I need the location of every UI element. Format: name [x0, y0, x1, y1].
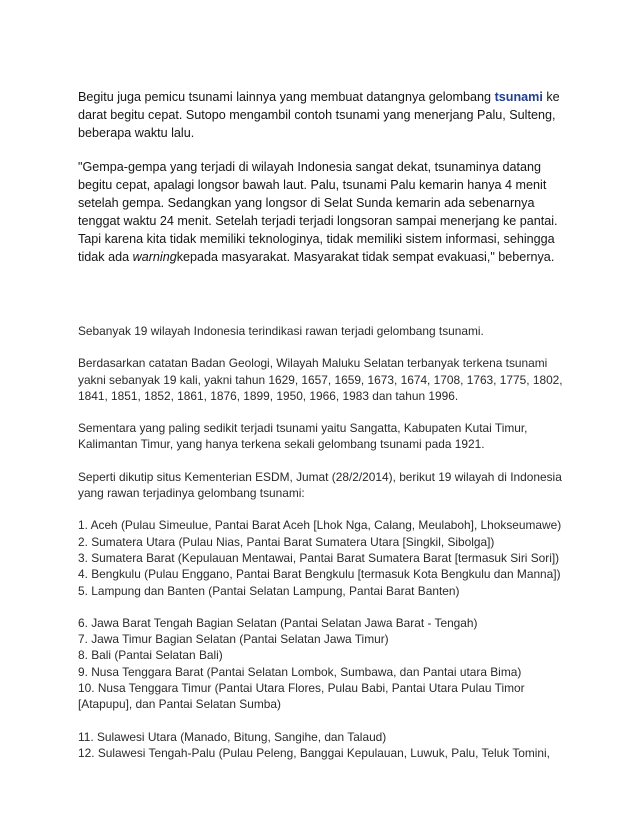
paragraph-summary: Sebanyak 19 wilayah Indonesia terindikasi rawan terjadi gelombang tsunami. — [78, 324, 484, 338]
paragraph-quote — [78, 158, 568, 266]
article-section-top — [78, 88, 568, 282]
list-item: 4. Bengkulu (Pulau Enggano, Pantai Barat Bengkulu [termasuk Kota Bengkulu dan Manna]) — [78, 567, 561, 582]
paragraph-least-tsunami: Sementara yang paling sedikit terjadi tsunami yaitu Sangatta, Kabupaten Kutai Timur, Kalimantan Timur, yang hanya terkena sekali gelombang tsunami pada 1921. — [78, 421, 528, 452]
region-list-group-2 — [78, 615, 568, 713]
paragraph-intro-text-end: ke darat begitu cepat. Sutopo mengambil contoh tsunami yang menerjang Palu, Sulteng, beberapa waktu lalu. — [78, 90, 560, 140]
paragraph-intro — [78, 88, 568, 142]
paragraph-esdm-quote: Seperti dikutip situs Kementerian ESDM, Jumat (28/2/2014), berikut 19 wilayah di Indonesia yang rawan terjadinya gelombang tsunami: — [78, 469, 562, 501]
region-list-group-3 — [78, 729, 568, 762]
warning-italic-word: warning — [132, 250, 177, 264]
paragraph-quote-text-start: "Gempa-gempa yang terjadi di wilayah Indonesia sangat dekat, tsunaminya datang begitu cepat, apalagi longsor bawah laut. Palu, tsunami Palu kemarin hanya 4 menit setelah gempa. Sedangkan yang longsor di Selat Sunda kemarin ada sebenarnya tenggat waktu 24 menit. Setelah terjadi terjadi longsoran sampai menerjang ke pantai. Tapi karena kita tidak memiliki teknologinya, tidak memiliki sistem informasi, sehingga tidak ada — [78, 160, 558, 264]
list-item: 11. Sulawesi Utara (Manado, Bitung, Sangihe, dan Talaud) — [78, 729, 387, 744]
list-item: 8. Bali (Pantai Selatan Bali) — [78, 648, 223, 663]
list-item: 1. Aceh (Pulau Simeulue, Pantai Barat Aceh [Lhok Nga, Calang, Meulaboh], Lhokseumawe) — [78, 518, 562, 533]
tsunami-link[interactable]: tsunami — [494, 90, 543, 104]
list-item: 3. Sumatera Barat (Kepulauan Mentawai, Pantai Barat Sumatera Barat [termasuk Siri Sori]) — [78, 550, 560, 565]
article-section-bottom — [78, 323, 568, 777]
list-item: 5. Lampung dan Banten (Pantai Selatan Lampung, Pantai Barat Banten) — [78, 583, 460, 598]
list-item: 9. Nusa Tenggara Barat (Pantai Selatan Lombok, Sumbawa, dan Pantai utara Bima) — [78, 664, 522, 679]
list-item: 10. Nusa Tenggara Timur (Pantai Utara Flores, Pulau Babi, Pantai Utara Pulau Timor [Atapupu], dan Pantai Selatan Sumba) — [78, 681, 525, 712]
list-item: 6. Jawa Barat Tengah Bagian Selatan (Pantai Selatan Jawa Barat - Tengah) — [78, 615, 478, 630]
region-list-group-1 — [78, 517, 568, 598]
list-item: 7. Jawa Timur Bagian Selatan (Pantai Selatan Jawa Timur) — [78, 632, 389, 647]
paragraph-intro-text-start: Begitu juga pemicu tsunami lainnya yang membuat datangnya gelombang — [78, 90, 495, 104]
list-item: 12. Sulawesi Tengah-Palu (Pulau Peleng, Banggai Kepulauan, Luwuk, Palu, Teluk Tomini, — [78, 745, 550, 760]
list-item: 2. Sumatera Utara (Pulau Nias, Pantai Barat Sumatera Utara [Singkil, Sibolga]) — [78, 534, 495, 549]
paragraph-geology-record: Berdasarkan catatan Badan Geologi, Wilayah Maluku Selatan terbanyak terkena tsunami yakni sebanyak 19 kali, yakni tahun 1629, 1657, 1659, 1673, 1674, 1708, 1763, 1775, 1802, 1841, 1851, 1852, 1861, 1876, 1899, 1950, 1966, 1983 dan tahun 1996. — [78, 356, 563, 403]
paragraph-quote-text-end: kepada masyarakat. Masyarakat tidak sempat evakuasi," bebernya. — [176, 250, 555, 264]
